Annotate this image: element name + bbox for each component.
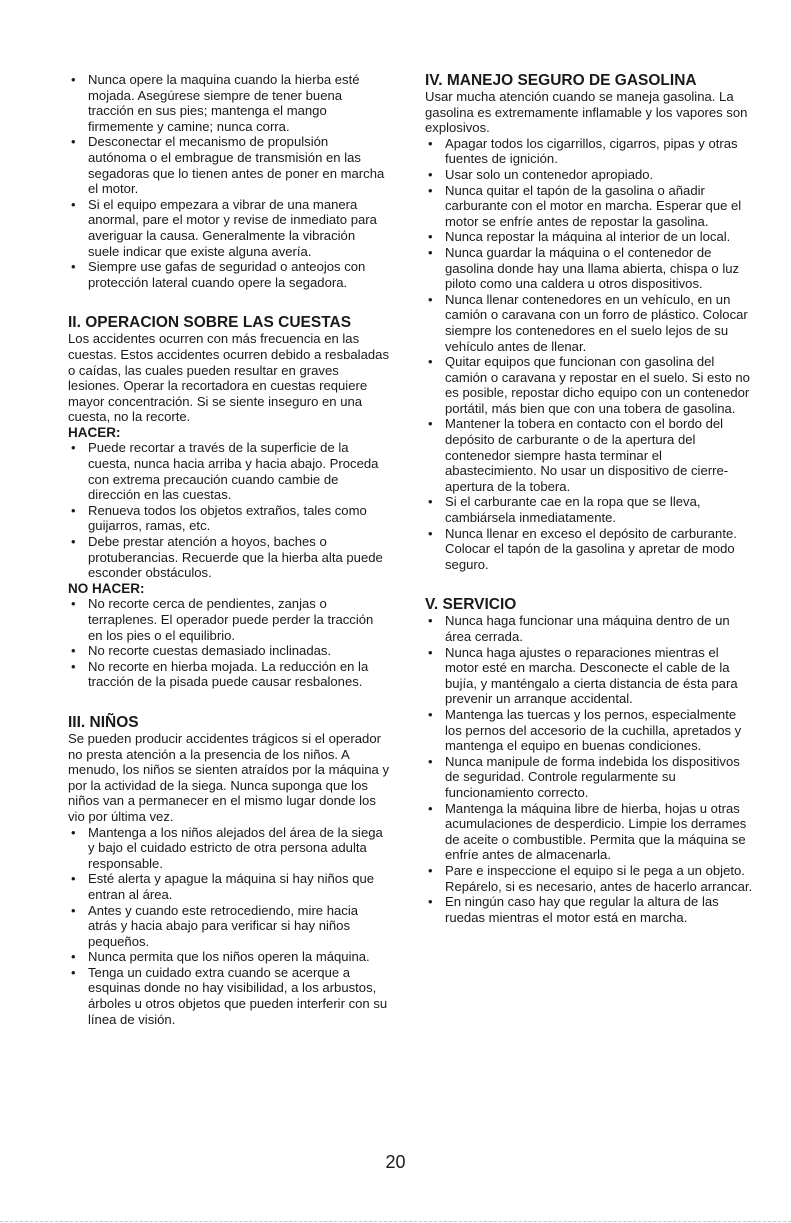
list-item: • Desconectar el mecanismo de propulsión autónoma o el embrague de transmisión en las segadoras que lo tienen antes de poner en marcha el motor. [68,134,390,196]
list-item: • Si el carburante cae en la ropa que se lleva, cambiársela inmediatamente. [425,494,755,525]
section-paragraph: Se pueden producir accidentes trágicos si el operador no presta atención a la presencia de los niños. A menudo, los niños se sienten atraídos por la máquina y por la actividad de la siega. Nunca suponga que los niños van a permanecer en el mismo lugar donde los vio por última vez. [68,730,389,824]
list-item: • No recorte cuestas demasiado inclinadas. [68,643,390,659]
section-title-fuel: IV. MANEJO SEGURO DE GASOLINA [425,72,697,89]
list-item: • Renueva todos los objetos extraños, tales como guijarros, ramas, etc. [68,503,390,534]
list-item: • Nunca llenar en exceso el depósito de carburante. Colocar el tapón de la gasolina y apretar de modo seguro. [425,526,755,573]
list-item: • Usar solo un contenedor apropiado. [425,167,755,183]
list-item: • No recorte cerca de pendientes, zanjas o terraplenes. El operador puede perder la tracción en los pies o el equilibrio. [68,596,390,643]
list-item: • No recorte en hierba mojada. La reducción en la tracción de la pisada puede causar resbalones. [68,659,390,690]
section-paragraph: Los accidentes ocurren con más frecuencia en las cuestas. Estos accidentes ocurren debido a resbaladas o caídas, las cuales pueden resultar en graves lesiones. Operar la recortadora en cuestas requiere mayor concentración. Si se siente inseguro en una cuesta, no la recorte. [68,331,389,425]
list-item: • En ningún caso hay que regular la altura de las ruedas mientras el motor está en marcha. [425,894,755,925]
list-item: • Nunca llenar contenedores en un vehículo, en un camión o caravana con un forro de plástico. Colocar siempre los contenedores en el suelo lejos de su vehículo antes de llenar. [425,292,755,354]
right-column [425,72,755,925]
list-item: • Si el equipo empezara a vibrar de una manera anormal, pare el motor y revise de inmediato para averiguar la causa. Generalmente la vibración suele indicar que existe alguna avería. [68,197,390,259]
list-item: • Esté alerta y apague la máquina si hay niños que entran al área. [68,871,390,902]
list-item: • Tenga un cuidado extra cuando se acerque a esquinas donde no hay visibilidad, a los arbustos, árboles u otros objetos que pueden interferir con su línea de visión. [68,965,390,1027]
do-label: HACER: [68,424,121,440]
bottom-divider [0,1221,791,1222]
list-item: • Apagar todos los cigarrillos, cigarros, pipas y otras fuentes de ignición. [425,136,755,167]
left-column [68,72,390,1027]
list-item: • Mantenga las tuercas y los pernos, especialmente los pernos del accesorio de la cuchilla, apretados y mantenga el equipo en buenas condiciones. [425,707,755,754]
list-item: • Mantener la tobera en contacto con el bordo del depósito de carburante o de la apertura del contenedor siempre hasta terminar el abastecimiento. No usar un dispositivo de cierre-apertura de la tobera. [425,416,755,494]
list-item: • Nunca haga ajustes o reparaciones mientras el motor esté en marcha. Desconecte el cable de la bujía, y manténgalo a cierta distancia de ésta para prevenir un arranque accidental. [425,645,755,707]
list-item: • Nunca guardar la máquina o el contenedor de gasolina donde hay una llama abierta, chispa o luz piloto como una caldera u otros dispositivos. [425,245,755,292]
section-title-slopes: II. OPERACION SOBRE LAS CUESTAS [68,314,352,332]
list-item: • Nunca quitar el tapón de la gasolina o añadir carburante con el motor en marcha. Esperar que el motor se enfríe antes de repostar la gasolina. [425,183,755,230]
dont-label: NO HACER: [68,580,145,596]
dont-list [68,596,390,690]
list-item: • Nunca repostar la máquina al interior de un local. [425,229,755,245]
page-number: 20 [385,1152,406,1172]
section-title-service: V. SERVICIO [425,596,517,614]
list-item: • Nunca haga funcionar una máquina dentro de un área cerrada. [425,613,755,644]
section-paragraph: Usar mucha atención cuando se maneja gasolina. La gasolina es extremamente inflamable y los vapores son explosivos. [425,89,748,136]
intro-bullet-list [68,72,390,290]
list-item: • Debe prestar atención a hoyos, baches o protuberancias. Recuerde que la hierba alta puede esconder obstáculos. [68,534,390,581]
section-title-children: III. NIÑOS [68,713,139,731]
list-item: • Nunca opere la maquina cuando la hierba esté mojada. Asegúrese siempre de tener buena tracción en sus pies; mantenga el mango firmemente y camine; nunca corra. [68,72,390,134]
service-list [425,613,755,925]
list-item: • Antes y cuando este retrocediendo, mire hacia atrás y hacia abajo para verificar si hay niños pequeños. [68,903,390,950]
list-item: • Pare e inspeccione el equipo si le pega a un objeto. Repárelo, si es necesario, antes de hacerlo arrancar. [425,863,755,894]
list-item: • Mantenga a los niños alejados del área de la siega y bajo el cuidado estricto de otra persona adulta responsable. [68,825,390,872]
list-item: • Quitar equipos que funcionan con gasolina del camión o caravana y repostar en el suelo. Si esto no es posible, repostar dicho equipo con un contenedor portátil, más bien que con una tobera de gasolina. [425,354,755,416]
list-item: • Nunca permita que los niños operen la máquina. [68,949,390,965]
do-list [68,440,390,580]
list-item: • Mantenga la máquina libre de hierba, hojas u otras acumulaciones de desperdicio. Limpie los derrames de aceite o combustible. Permita que la máquina se enfríe antes de almacenarla. [425,801,755,863]
list-item: • Siempre use gafas de seguridad o anteojos con protección lateral cuando opere la segadora. [68,259,390,290]
fuel-list [425,136,755,573]
children-list [68,825,390,1028]
list-item: • Nunca manipule de forma indebida los dispositivos de seguridad. Controle regularmente su funcionamiento correcto. [425,754,755,801]
list-item: • Puede recortar a través de la superficie de la cuesta, nunca hacia arriba y hacia abajo. Proceda con extrema precaución cuando cambie de dirección en las cuestas. [68,440,390,502]
